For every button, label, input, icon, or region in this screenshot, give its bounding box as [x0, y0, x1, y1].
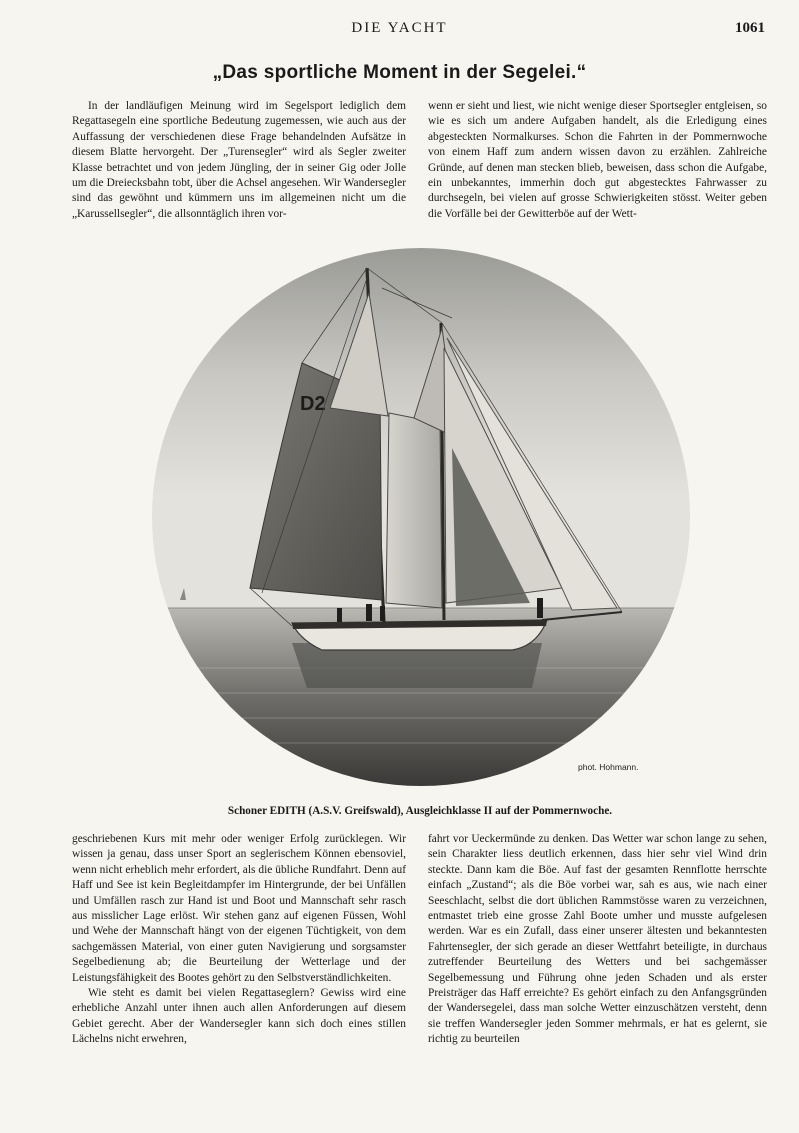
photo-caption: Schoner EDITH (A.S.V. Greifswald), Ausgleichklasse II auf der Pommernwoche. — [227, 805, 613, 817]
column-bottom-right — [428, 832, 767, 1048]
paragraph: wenn er sieht und liest, wie nicht wenige dieser Sportsegler entgleisen, so wie es sich um andere Aufgaben handelt, als die Erledigung eines abgesteckten Normalkurses. Schon die Fahrten in der Pommernwoche von einem Haff zum andern wissen davon zu erzählen. Zahlreiche Gründe, auf denen man stecken blieb, beweisen, dass schon die Aufgabe, ein unbekanntes, immerhin doch gut abgestecktes Fahrwasser zu durchsegeln, bei vielen auf grosse Schwierigkeiten stösst. Weiter geben die Vorfälle bei der Gewitterböe auf der Wett- — [428, 100, 767, 220]
column-top-right — [428, 99, 767, 222]
page-number: 1061 — [735, 20, 765, 36]
column-bottom-left — [72, 832, 406, 1048]
paragraph: geschriebenen Kurs mit mehr oder weniger Erfolg zurücklegen. Wir wissen ja genau, dass unser Sport an seglerischem Können ebensoviel, wenn nicht erheblich mehr erfordert, als die übliche Rundfahrt. Denn auf Haff und See ist kein Begleitdampfer im Hintergrunde, der bei Unfällen und Umfällen rasch zur Hand ist und Boot und Mannschaft sehr rasch aus misslicher Lage erlöst. Wir stehen ganz auf eigenen Füssen, Wohl und Wehe der Mannschaft hängt von der eigenen Tüchtigkeit, von dem sachgemässen Material, von einer guten Navigierung und sorgsamster Segelbedienung ab; die Beurteilung der Wetterlage und der Leistungsfähigkeit des Bootes gehört zu den Selbstverständlichkeiten. — [72, 833, 406, 984]
photo-credit: phot. Hohmann. — [578, 762, 639, 772]
page-header — [0, 20, 799, 42]
sail-number: D2 — [300, 393, 326, 415]
paragraph: In der landläufigen Meinung wird im Segelsport lediglich dem Regattasegeln eine sportliche Bedeutung zugemessen, wie auch aus der Auffassung der verschiedenen diese Frage behandelnden Aufsätze in diesem Blatte hervorgeht. Der „Turensegler“ wird als Segler zweiter Klasse betrachtet und von jedem Jüngling, der in seiner Gig oder Jolle um die Dreiecksbahn tobt, über die Achsel angesehen. Wir Wandersegler sind das gewöhnt und kümmern uns im allgemeinen nicht um die „Karussellsegler“, die allsonntäglich ihren vor- — [72, 100, 406, 220]
foresail — [386, 413, 442, 608]
schooner-illustration — [152, 248, 690, 786]
column-top-left — [72, 99, 406, 222]
article-title: „Das sportliche Moment in der Segelei.“ — [212, 62, 587, 83]
paragraph: Wie steht es damit bei vielen Regattaseglern? Gewiss wird eine erhebliche Anzahl unter ihnen auch allen Anforderungen auf diesem Gebiet gerecht. Aber der Wandersegler kann sich doch eines stillen Lächelns nicht erwehren, — [72, 987, 406, 1046]
running-head: DIE YACHT — [351, 20, 448, 36]
paragraph: fahrt vor Ueckermünde zu denken. Das Wetter war schon lange zu sehen, sein Charakter liess deutlich erkennen, dass hier sehr viel Wind drin steckte. Dann kam die Böe. Auf fast der gesamten Rennflotte herrschte einfach „Zustand“; als die Böe vorbei war, sah es aus, wie nach einer Seeschlacht, selbst die dort üblichen Rammstösse waren zu verzeichnen, entmastet trieb eine grosse Zahl Boote umher und musste aufgelesen werden. War es ein Zufall, dass einer unserer ältesten und bekanntesten Fahrtensegler, der sich gerade an dieser Wettfahrt beteiligte, in durchaus zutreffender Beurteilung des Wetters und bei sachgemässer Segelbemessung und Führung ohne jeden Schaden und als erster Preisträger das Haff erreichte? Es gehört einfach zu den Anfangsgründen der Wandersegelei, dass man solche Wetter einzuschätzen versteht, denn sie treffen Wandersegler jeden Sommer mehrmals, er hat es gelernt, sie richtig zu beurteilen — [428, 833, 767, 1046]
schooner-photo — [152, 248, 690, 786]
